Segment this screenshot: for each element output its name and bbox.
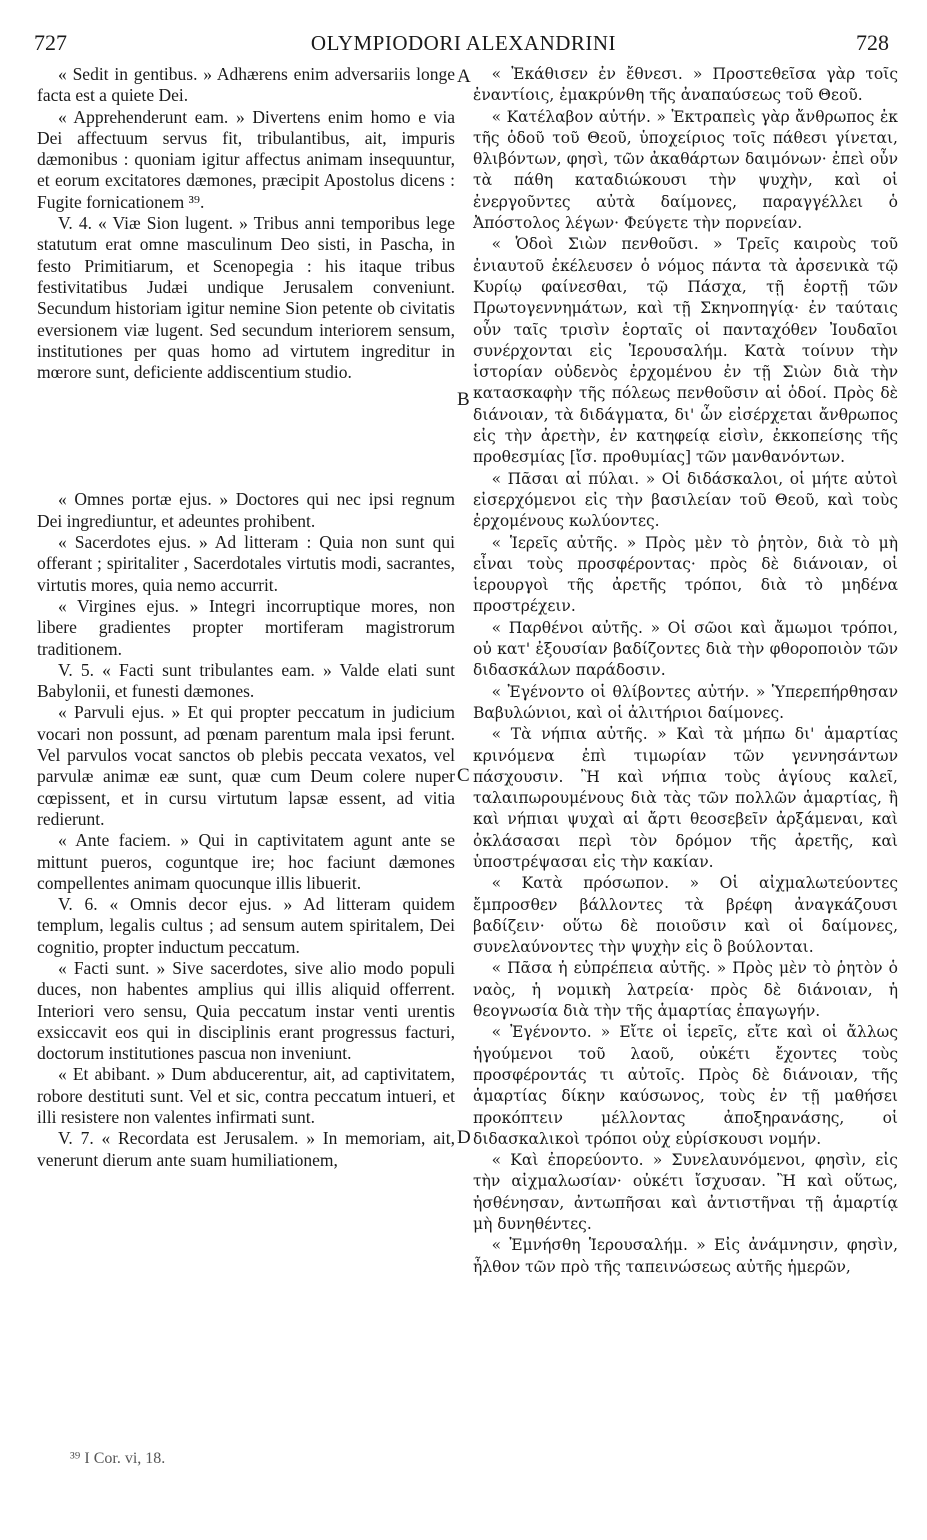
latin-paragraph: « Virgines ejus. » Integri incorruptique mores, non libere gradientes propter mortiferam magistrorum traditionem. (37, 595, 455, 659)
greek-paragraph: « Κατέλαβον αὐτήν. » Ἐκτραπεὶς γὰρ ἄνθρωπος ἐκ τῆς ὁδοῦ τοῦ Θεοῦ, ὑποχείριος τοῖς πάθεσι γίνεται, θλιβόντων, φησὶ, τῶν ἀκαθάρτων δαιμόνων· ἐπεὶ οὖν τὰ πάθη καταδιώκουσι τὴν ψυχὴν, καὶ οἱ ἐνεργοῦντες αὐτὰ δαίμονες, παραγγέλλει ὁ Ἀπόστολος λέγων· Φεύγετε τὴν πορνείαν. (473, 107, 898, 233)
greek-paragraph: « Κατὰ πρόσωπον. » Οἱ αἰχμαλωτεύοντες ἔμπροσθεν βάλλοντες τὰ βρέφη ἀναγκάζουσι βαδίζειν· οὕτω δὲ ποιοῦσιν καὶ οἱ δαίμονες, συνελαύνοντες τὴν ψυχὴν εἰς ὃ βούλονται. (473, 874, 898, 957)
latin-paragraph: V. 5. « Facti sunt tribulantes eam. » Valde elati sunt Babylonii, et funesti dæmones. (37, 659, 455, 702)
greek-paragraph: « Τὰ νήπια αὐτῆς. » Καὶ τὰ μήπω δι' ἁμαρτίας κρινόμενα ἐπὶ τιμωρίαν τῶν γεννησάντων πάσχουσιν. Ἢ καὶ νήπια τοὺς ἁγίους καλεῖ, ταλαιπωρουμένους διὰ τὰς τῶν πολλῶν ἁμαρτίας, ἢ καὶ νήπιαι ψυχαὶ αἱ ἄρτι θεοσεβεῖν ἀρξάμεναι, καὶ ὀκλάσασαι περὶ τὸν δρόμον τῆς ἀρετῆς, καὶ ὑποστρέψασαι εἰς τὴν κακίαν. (473, 725, 898, 871)
latin-paragraph: « Parvuli ejus. » Et qui propter peccatum in judicium vocari non possunt, ad pœnam parentum mala ipsi ferunt. Vel parvulos vocat sanctos ob plebis peccata vexatos, vel parvulæ animæ eæ sunt, quæ cum Deum colere nuper cœpissent, et in cursu virtutum lapsæ essent, ad vitia redierunt. (37, 702, 455, 829)
latin-paragraph: V. 4. « Viæ Sion lugent. » Tribus anni temporibus lege statutum erat omne masculinum Deo sisti, in Pascha, in festo Primitiarum, et Scenopegia : his itaque tribus festivitatibus Judæi undique Jerusalem conveniunt. Secundum historiam igitur nemine Sion petente ob civitatis eversionem viæ lugent. Sed secundum interiorem sensum, institutiones per quas homo ad virtutem ingreditur in mœrore sunt, deficiente addiscentium studio. (37, 213, 455, 383)
greek-paragraph: « Παρθένοι αὐτῆς. » Οἱ σῶοι καὶ ἄμωμοι τρόποι, οὐ κατ' ἐξουσίαν βαδίζοντες διὰ τὴν φθοροποιὸν τῶν διδασκάλων παράδοσιν. (473, 618, 898, 680)
margin-marker-c: C (457, 765, 470, 786)
margin-marker-a: A (457, 66, 471, 87)
latin-paragraph: « Sedit in gentibus. » Adhærens enim adversariis longe facta est a quiete Dei. (37, 64, 455, 106)
latin-paragraph: V. 6. « Omnis decor ejus. » Ad litteram quidem templum, legalis cultus ; ad sensum autem spiritalem, Dei cognitio, propter inductum peccatum. (37, 894, 455, 957)
greek-paragraph: « Ἐγένοντο οἱ θλίβοντες αὐτήν. » Ὑπερεπήρθησαν Βαβυλώνιοι, καὶ οἱ ἀλιτήριοι δαίμονες. (473, 682, 898, 722)
page-number-left: 727 (34, 30, 67, 55)
latin-column (37, 64, 455, 1171)
running-title: OLYMPIODORI ALEXANDRINI (310, 31, 617, 55)
margin-marker-b: B (457, 389, 470, 410)
greek-paragraph: « Ἐκάθισεν ἐν ἔθνεσι. » Προστεθεῖσα γὰρ τοῖς ἐναντίοις, ἐμακρύνθη τῆς ἀναπαύσεως τοῦ Θεοῦ. (473, 65, 898, 105)
greek-paragraph: « Ἐγένοντο. » Εἴτε οἱ ἱερεῖς, εἴτε καὶ οἱ ἄλλως ἡγούμενοι τοῦ λαοῦ, οὐκέτι ἔχοντες τοὺς προσφέροντάς τι αὐτοῖς. Πρὸς δὲ διάνοιαν, τῆς ἁμαρτίας δίκην καύσωνος, τοὺς ἐν τῇ μαθήσει προκόπτειν μέλλοντας ἀποξηρανάσης, οἱ διδασκαλικοὶ τρόποι οὐχ εὑρίσκουσι νομήν. (473, 1023, 898, 1148)
latin-paragraph: V. 7. « Recordata est Jerusalem. » In memoriam, ait, venerunt dierum ante suam humiliationem, (37, 1128, 455, 1170)
latin-paragraph: « Facti sunt. » Sive sacerdotes, sive alio modo populi duces, non habentes amplius qui illis aliquid offerrent. Interiori vero sensu, Quia peccatum instar venti urentis exsiccavit eos qui in disciplinis erant progressus facturi, doctorum institutiones pascua non inveniunt. (37, 957, 455, 1064)
footnote: ³⁹ I Cor. vi, 18. (70, 1450, 166, 1467)
greek-paragraph: « Πᾶσαι αἱ πύλαι. » Οἱ διδάσκαλοι, οἱ μήτε αὐτοὶ εἰσερχόμενοι εἰς τὴν βασιλείαν τοῦ Θεοῦ, καὶ τοὺς ἐρχομένους κωλύοντες. (473, 469, 898, 531)
latin-paragraph: « Omnes portæ ejus. » Doctores qui nec ipsi regnum Dei ingrediuntur, et adeuntes prohibent. (37, 489, 455, 531)
greek-paragraph: « Ἱερεῖς αὐτῆς. » Πρὸς μὲν τὸ ῥητὸν, διὰ τὸ μὴ εἶναι τοὺς προσφέροντας· πρὸς δὲ διάνοιαν, οἱ ἱερουργοὶ τῆς ἀρετῆς τρόποι, διὰ τὸ μηδένα προστρέχειν. (473, 533, 898, 616)
margin-marker-d: D (457, 1127, 471, 1148)
greek-paragraph: « Ἐμνήσθη Ἱερουσαλήμ. » Εἰς ἀνάμνησιν, φησὶν, ἦλθον τῶν πρὸ τῆς ταπεινώσεως αὐτῆς ἡμερῶν, (473, 1236, 898, 1276)
latin-paragraph: « Et abibant. » Dum abducerentur, ait, ad captivitatem, robore destituti sunt. Vel et sic, contra peccatum intueri, et illi resistere non valentes infirmati sunt. (37, 1064, 455, 1128)
greek-column (473, 64, 898, 1278)
page-number-right: 728 (856, 30, 889, 55)
greek-paragraph: « Πᾶσα ἡ εὐπρέπεια αὐτῆς. » Πρὸς μὲν τὸ ῥητὸν ὁ ναὸς, ἡ νομικὴ λατρεία· πρὸς δὲ διάνοιαν, ἡ θεογνωσία διὰ τὴν τῆς ἁμαρτίας ἐπαγωγήν. (473, 959, 898, 1021)
greek-paragraph: « Ὁδοὶ Σιὼν πενθοῦσι. » Τρεῖς καιροὺς τοῦ ἐνιαυτοῦ ἐκέλευσεν ὁ νόμος πάντα τὰ ἀρσενικὰ τῷ Κυρίῳ φαίνεσθαι, τῷ Πάσχα, τῇ ἑορτῇ τῶν Πρωτογεννημάτων, καὶ τῇ Σκηνοπηγίᾳ· ἐν ταύταις οὖν ταῖς τρισὶν ἑορταῖς οἱ πανταχόθεν Ἰουδαῖοι συνέρχονται εἰς Ἱερουσαλήμ. Κατὰ τοίνυν τὴν ἱστορίαν οὐδενὸς ἐρχομένου ἐν τῇ Σιὼν διὰ τὴν κατασκαφὴν τῆς πόλεως πενθοῦσιν αἱ ὁδοί. Πρὸς δὲ διάνοιαν, τὰ διδάγματα, δι' ὧν εἰσέρχεται ἄνθρωπος εἰς τὴν ἀρετὴν, ἐν κατηφείᾳ εἰσὶν, ἐκκοπείσης τῆς προθεσμίας [ἴσ. προθυμίας] τῶν μανθανόντων. (473, 235, 898, 467)
latin-paragraph: « Sacerdotes ejus. » Ad litteram : Quia non sunt qui offerant ; spiritaliter , Sacerdotales virtutis modi, sacrantes, virtutis mores, quia nemo accurrit. (37, 532, 455, 595)
latin-paragraph: « Apprehenderunt eam. » Divertens enim homo e via Dei affectuum servus fit, tribulantibus, ait, impuris dæmonibus : quoniam igitur affectus animam insequuntur, et eorum excitatores dæmones, præcipit Apostolus dicens : Fugite fornicationem ³⁹. (37, 106, 455, 212)
greek-paragraph: « Καὶ ἐπορεύοντο. » Συνελαυνόμενοι, φησὶν, εἰς τὴν αἰχμαλωσίαν· οὐκέτι ἴσχυσαν. Ἢ καὶ οὕτως, ἠσθένησαν, ἀντωπῆσαι καὶ ἀντιστῆναι τῇ ἁμαρτίᾳ μὴ δυνηθέντες. (473, 1151, 898, 1234)
latin-paragraph: « Ante faciem. » Qui in captivitatem agunt ante se mittunt pueros, coguntque ire; hoc faciunt dæmones compellentes animam quocunque illis libuerit. (37, 830, 455, 893)
